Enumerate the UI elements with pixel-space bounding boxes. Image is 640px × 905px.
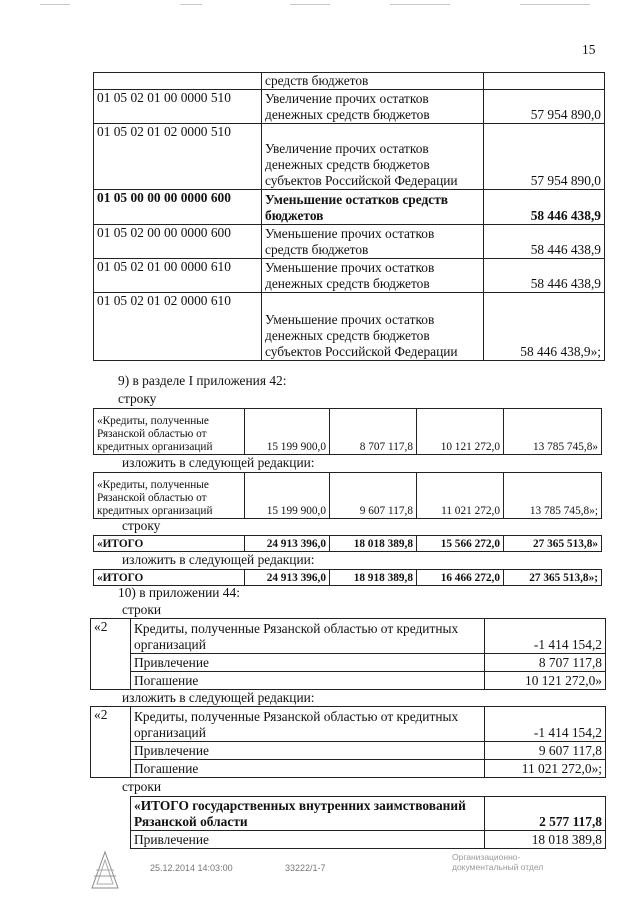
footer-document-id: 33222/1-7: [285, 863, 326, 873]
table-row: [91, 619, 606, 654]
name-cell: Увеличение прочих остатков денежных средств бюджетов субъектов Российской Федерации: [262, 124, 484, 190]
table-row: [94, 190, 605, 225]
name-cell: Привлечение: [131, 831, 485, 849]
credit-row-new-table: [93, 472, 602, 519]
instruction-line: строки: [122, 602, 162, 617]
amount-cell: 11 021 272,0»;: [485, 760, 606, 778]
value-cell: 27 365 513,8»: [504, 536, 602, 552]
table-row: [94, 73, 605, 90]
table-row: [94, 570, 602, 586]
scan-noise: [40, 4, 70, 5]
table-row: [94, 409, 602, 455]
name-cell: «Кредиты, полученные Рязанской областью от кредитных организаций: [94, 409, 245, 455]
name-cell: Уменьшение прочих остатков денежных средств бюджетов субъектов Российской Федерации: [262, 293, 484, 361]
name-cell: средств бюджетов: [262, 73, 484, 90]
amount-cell: 57 954 890,0: [484, 124, 605, 190]
row-number-cell: «2: [91, 707, 131, 742]
table-row: [91, 654, 606, 672]
name-cell: Привлечение: [131, 742, 485, 760]
code-cell: 01 05 02 01 02 0000 610: [94, 293, 262, 361]
instruction-line: изложить в следующей редакции:: [122, 690, 315, 705]
name-cell: «ИТОГО: [94, 536, 245, 552]
name-cell: «ИТОГО: [94, 570, 245, 586]
emblem-icon: [88, 850, 122, 890]
table-row: [94, 473, 602, 519]
table-row: [131, 797, 606, 831]
row-number-cell: «2: [91, 619, 131, 654]
scan-noise: [520, 4, 590, 5]
value-cell: 18 018 389,8: [330, 536, 417, 552]
name-cell: «ИТОГО государственных внутренних заимствований Рязанской области: [131, 797, 485, 831]
table-row: [94, 259, 605, 293]
value-cell: 8 707 117,8: [330, 409, 417, 455]
amount-cell: 58 446 438,9: [484, 225, 605, 259]
total-row-new-table: [93, 569, 602, 586]
credit-row-old-table: [93, 408, 602, 455]
code-cell: [94, 73, 262, 90]
table-row: [94, 90, 605, 124]
value-cell: 16 466 272,0: [417, 570, 504, 586]
table-row: [91, 707, 606, 742]
amount-cell: 58 446 438,9: [484, 190, 605, 225]
table-row: [91, 760, 606, 778]
code-cell: 01 05 02 01 00 0000 510: [94, 90, 262, 124]
name-cell: Уменьшение остатков средств бюджетов: [262, 190, 484, 225]
value-cell: 15 199 900,0: [245, 409, 330, 455]
amount-cell: 9 607 117,8: [485, 742, 606, 760]
value-cell: 13 785 745,8»;: [504, 473, 602, 519]
scan-noise: [290, 4, 330, 5]
amount-cell: -1 414 154,2: [485, 619, 606, 654]
instruction-line: строки: [122, 779, 162, 794]
table-row: [94, 124, 605, 190]
name-cell: Погашение: [131, 760, 485, 778]
name-cell: Погашение: [131, 672, 485, 690]
value-cell: 27 365 513,8»;: [504, 570, 602, 586]
amount-cell: 18 018 389,8: [485, 831, 606, 849]
item-9-heading: 9) в разделе I приложения 42:: [118, 373, 287, 388]
name-cell: «Кредиты, полученные Рязанской областью от кредитных организаций: [94, 473, 245, 519]
amount-cell: [484, 73, 605, 90]
total-row-old-table: [93, 535, 602, 552]
value-cell: 11 021 272,0: [417, 473, 504, 519]
footer-timestamp: 25.12.2014 14:03:00: [150, 863, 233, 873]
code-cell: 01 05 02 01 00 0000 610: [94, 259, 262, 293]
name-cell: Кредиты, полученные Рязанской областью от кредитных организаций: [131, 707, 485, 742]
table-row: [91, 672, 606, 690]
table-row: [94, 536, 602, 552]
appendix-44-total-table: [130, 796, 606, 849]
name-cell: Кредиты, полученные Рязанской областью от кредитных организаций: [131, 619, 485, 654]
name-cell: Привлечение: [131, 654, 485, 672]
amount-cell: 10 121 272,0»: [485, 672, 606, 690]
footer-stamp: Организационно-документальный отдел: [452, 852, 544, 872]
amount-cell: 58 446 438,9: [484, 259, 605, 293]
scan-noise: [390, 4, 450, 5]
budget-sources-table: [93, 72, 605, 361]
value-cell: 15 566 272,0: [417, 536, 504, 552]
instruction-line: строку: [118, 391, 157, 406]
item-10-heading: 10) в приложении 44:: [118, 585, 240, 600]
table-row: [131, 831, 606, 849]
appendix-44-old-table: [90, 618, 606, 690]
amount-cell: 57 954 890,0: [484, 90, 605, 124]
value-cell: 9 607 117,8: [330, 473, 417, 519]
name-cell: Уменьшение прочих остатков средств бюджетов: [262, 225, 484, 259]
value-cell: 15 199 900,0: [245, 473, 330, 519]
code-cell: 01 05 02 00 00 0000 600: [94, 225, 262, 259]
name-cell: Уменьшение прочих остатков денежных средств бюджетов: [262, 259, 484, 293]
value-cell: 24 913 396,0: [245, 536, 330, 552]
table-row: [91, 742, 606, 760]
instruction-line: строку: [122, 518, 161, 533]
value-cell: 18 918 389,8: [330, 570, 417, 586]
name-cell: Увеличение прочих остатков денежных средств бюджетов: [262, 90, 484, 124]
amount-cell: -1 414 154,2: [485, 707, 606, 742]
amount-cell: 58 446 438,9»;: [484, 293, 605, 361]
value-cell: 24 913 396,0: [245, 570, 330, 586]
page-number: 15: [582, 42, 596, 57]
table-row: [94, 293, 605, 361]
appendix-44-new-table: [90, 706, 606, 778]
value-cell: 10 121 272,0: [417, 409, 504, 455]
value-cell: 13 785 745,8»: [504, 409, 602, 455]
amount-cell: 2 577 117,8: [485, 797, 606, 831]
instruction-line: изложить в следующей редакции:: [122, 455, 315, 470]
table-row: [94, 225, 605, 259]
scan-noise: [180, 4, 202, 5]
instruction-line: изложить в следующей редакции:: [122, 552, 315, 567]
code-cell: 01 05 02 01 02 0000 510: [94, 124, 262, 190]
code-cell: 01 05 00 00 00 0000 600: [94, 190, 262, 225]
amount-cell: 8 707 117,8: [485, 654, 606, 672]
